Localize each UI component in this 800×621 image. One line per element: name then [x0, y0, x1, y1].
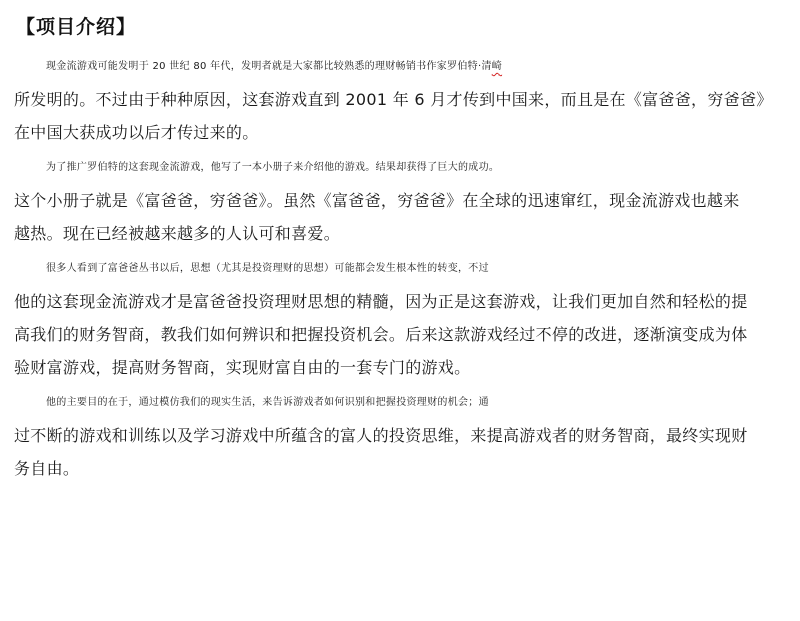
paragraph-line: 所发明的。不过由于种种原因，这套游戏直到 2001 年 6 月才传到中国来，而且是在《富爸爸，穷爸爸》 [14, 90, 773, 109]
paragraph-1 [14, 50, 786, 149]
section-heading: 【项目介绍】 [16, 16, 137, 38]
paragraph-line: 高我们的财务智商，教我们如何辨识和把握投资机会。后来这款游戏经过不停的改进，逐渐演变成为体 [14, 325, 748, 344]
paragraph-line: 过不断的游戏和训练以及学习游戏中所蕴含的富人的投资思维，来提高游戏者的财务智商，最终实现财 [14, 426, 748, 445]
paragraph-line: 现金流游戏可能发明于 20 世纪 80 年代，发明者就是大家都比较熟悉的理财畅销书作家罗伯特·清崎 [46, 61, 503, 72]
paragraph-2 [14, 151, 786, 250]
paragraph-line: 越热。现在已经被越来越多的人认可和喜爱。 [14, 224, 341, 243]
paragraph-line: 为了推广罗伯特的这套现金流游戏，他写了一本小册子来介绍他的游戏。结果却获得了巨大的成功。 [46, 162, 500, 173]
paragraph-4 [14, 386, 786, 485]
paragraph-line: 他的主要目的在于，通过模仿我们的现实生活，来告诉游戏者如何识别和把握投资理财的机会；通 [46, 397, 489, 408]
paragraph-3 [14, 252, 786, 384]
paragraph-line: 这个小册子就是《富爸爸，穷爸爸》。虽然《富爸爸，穷爸爸》在全球的迅速窜红，现金流游戏也越来 [14, 191, 740, 210]
paragraph-line: 很多人看到了富爸爸丛书以后，思想（尤其是投资理财的思想）可能都会发生根本性的转变，不过 [46, 263, 489, 274]
paragraph-line: 务自由。 [14, 459, 80, 478]
paragraph-line: 在中国大获成功以后才传过来的。 [14, 123, 259, 142]
spellcheck-flagged-word: 崎 [491, 61, 503, 72]
paragraph-line: 他的这套现金流游戏才是富爸爸投资理财思想的精髓，因为正是这套游戏，让我们更加自然和轻松的提 [14, 292, 748, 311]
paragraph-line: 验财富游戏，提高财务智商，实现财富自由的一套专门的游戏。 [14, 358, 471, 377]
document [14, 14, 786, 487]
